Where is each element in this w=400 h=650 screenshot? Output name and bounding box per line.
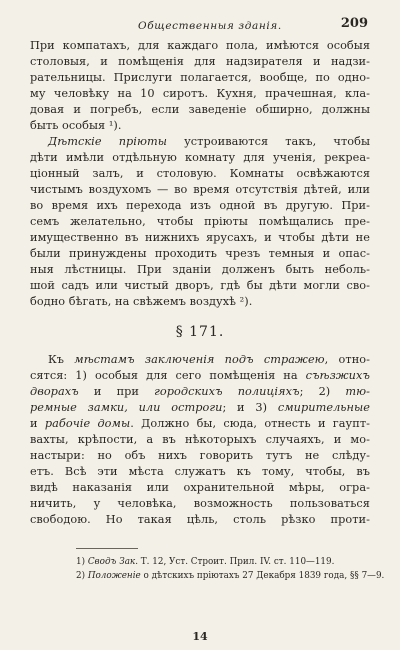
text-line: При компатахъ, для каждаго пола, имѣются особыя	[30, 39, 370, 52]
text-line	[30, 416, 370, 432]
footnote-number: 2)	[76, 571, 88, 581]
text-fragment: сятся: 1) особыя для сего помѣщенія на	[30, 369, 306, 382]
body-text	[30, 38, 370, 528]
text-fragment: и при	[78, 385, 155, 398]
italic-term: мѣстамъ заключенія подъ стражею	[74, 353, 325, 366]
italic-term: съѣзжихъ	[305, 369, 370, 382]
text-fragment: Къ	[48, 353, 75, 366]
italic-term: тю-	[345, 385, 370, 398]
text-line	[30, 352, 370, 368]
paragraph-rooms	[30, 38, 370, 134]
text-line: столовыя, и помѣщенія для надзирателя и надзи-	[30, 55, 370, 68]
footnote-text: Т. 12, Уст. Строит. Прил. IV. ст. 110—119.	[138, 557, 335, 567]
footnotes	[30, 555, 385, 583]
text-line: были принуждены проходить чрезъ темныя и опас-	[30, 247, 370, 260]
italic-term: дворахъ	[30, 385, 79, 398]
text-line: видѣ наказанія или охранительной мѣры, огра-	[30, 481, 370, 494]
text-line: ничить, у человѣка, возможность пользоваться	[30, 497, 370, 510]
footnote-number: 1)	[76, 557, 88, 567]
text-line: шой садъ или чистый дворъ, гдѣ бы дѣти могли сво-	[30, 279, 370, 292]
text-line	[30, 400, 370, 416]
italic-term: городскихъ полиціяхъ	[154, 385, 300, 398]
text-line: рательницы. Прислуги полагается, вообще, по одно-	[30, 71, 370, 84]
text-line: бодно бѣгать, на свѣжемъ воздухѣ ²).	[30, 295, 253, 308]
footnote-source: Положеніе	[87, 571, 141, 581]
italic-term: смирительные	[277, 401, 370, 414]
text-line: довая и погребъ, если заведеніе обширно, должны	[30, 103, 370, 116]
section-heading: § 171.	[175, 324, 225, 340]
text-fragment: , отно-	[324, 353, 370, 366]
text-line: семъ желательно, чтобы пріюты помѣщались пре-	[30, 215, 370, 228]
footnote-source: Сводъ Зак.	[87, 557, 138, 567]
text-line	[30, 134, 370, 150]
paragraph-detention	[30, 352, 370, 528]
text-fragment: ; 2)	[299, 385, 346, 398]
text-line: дѣти имѣли отдѣльную комнату для ученія, рекреа-	[30, 151, 370, 164]
signature-mark: 14	[192, 630, 208, 643]
text-line	[30, 368, 370, 384]
text-line: свободою. Но такая цѣль, столь рѣзко проти-	[30, 513, 370, 526]
text-fragment: и	[30, 417, 45, 430]
text-line: ціонный залъ, и столовую. Комнаты освѣжаются	[30, 167, 370, 180]
paragraph-shelters	[30, 134, 370, 310]
text-line: ныя лѣстницы. При зданіи долженъ быть неболь-	[30, 263, 370, 276]
text-fragment: устроиваются такъ, чтобы	[166, 135, 370, 148]
footnote-divider	[76, 548, 138, 549]
page-number: 209	[340, 16, 368, 31]
text-fragment: . Должно бы, сюда, отнесть и гаупт-	[130, 417, 370, 430]
page-header	[30, 14, 370, 38]
italic-term: рабочіе домы	[44, 417, 131, 430]
text-line: быть особыя ¹).	[30, 119, 122, 132]
text-line: во время ихъ перехода изъ одной въ другую. При-	[30, 199, 370, 212]
footnote-2	[76, 569, 385, 583]
text-line: чистымъ воздухомъ — во время отсутствія дѣтей, или	[30, 183, 370, 196]
footnote-text: о дѣтскихъ пріютахъ 27 Декабря 1839 года, §§ 7—9.	[140, 571, 385, 581]
text-line: етъ. Всѣ эти мѣста служатъ къ тому, чтобы, въ	[30, 465, 370, 478]
running-title: Общественныя зданія.	[138, 20, 282, 32]
text-line: му человѣку на 10 сиротъ. Кухня, прачешная, кла-	[30, 87, 370, 100]
footnote-1	[76, 555, 370, 569]
text-line: настыри: но объ нихъ говорить тутъ не слѣду-	[30, 449, 370, 462]
text-fragment: ; и 3)	[222, 401, 278, 414]
text-line: вахты, крѣпости, а въ нѣкоторыхъ случаяхъ, и мо-	[30, 433, 370, 446]
italic-term: Дѣтскіе пріюты	[48, 135, 167, 148]
italic-term: ремные замки, или остроги	[30, 401, 223, 414]
text-line	[30, 384, 370, 400]
text-line: имущественно въ нижнихъ ярусахъ, и чтобы дѣти не	[30, 231, 370, 244]
